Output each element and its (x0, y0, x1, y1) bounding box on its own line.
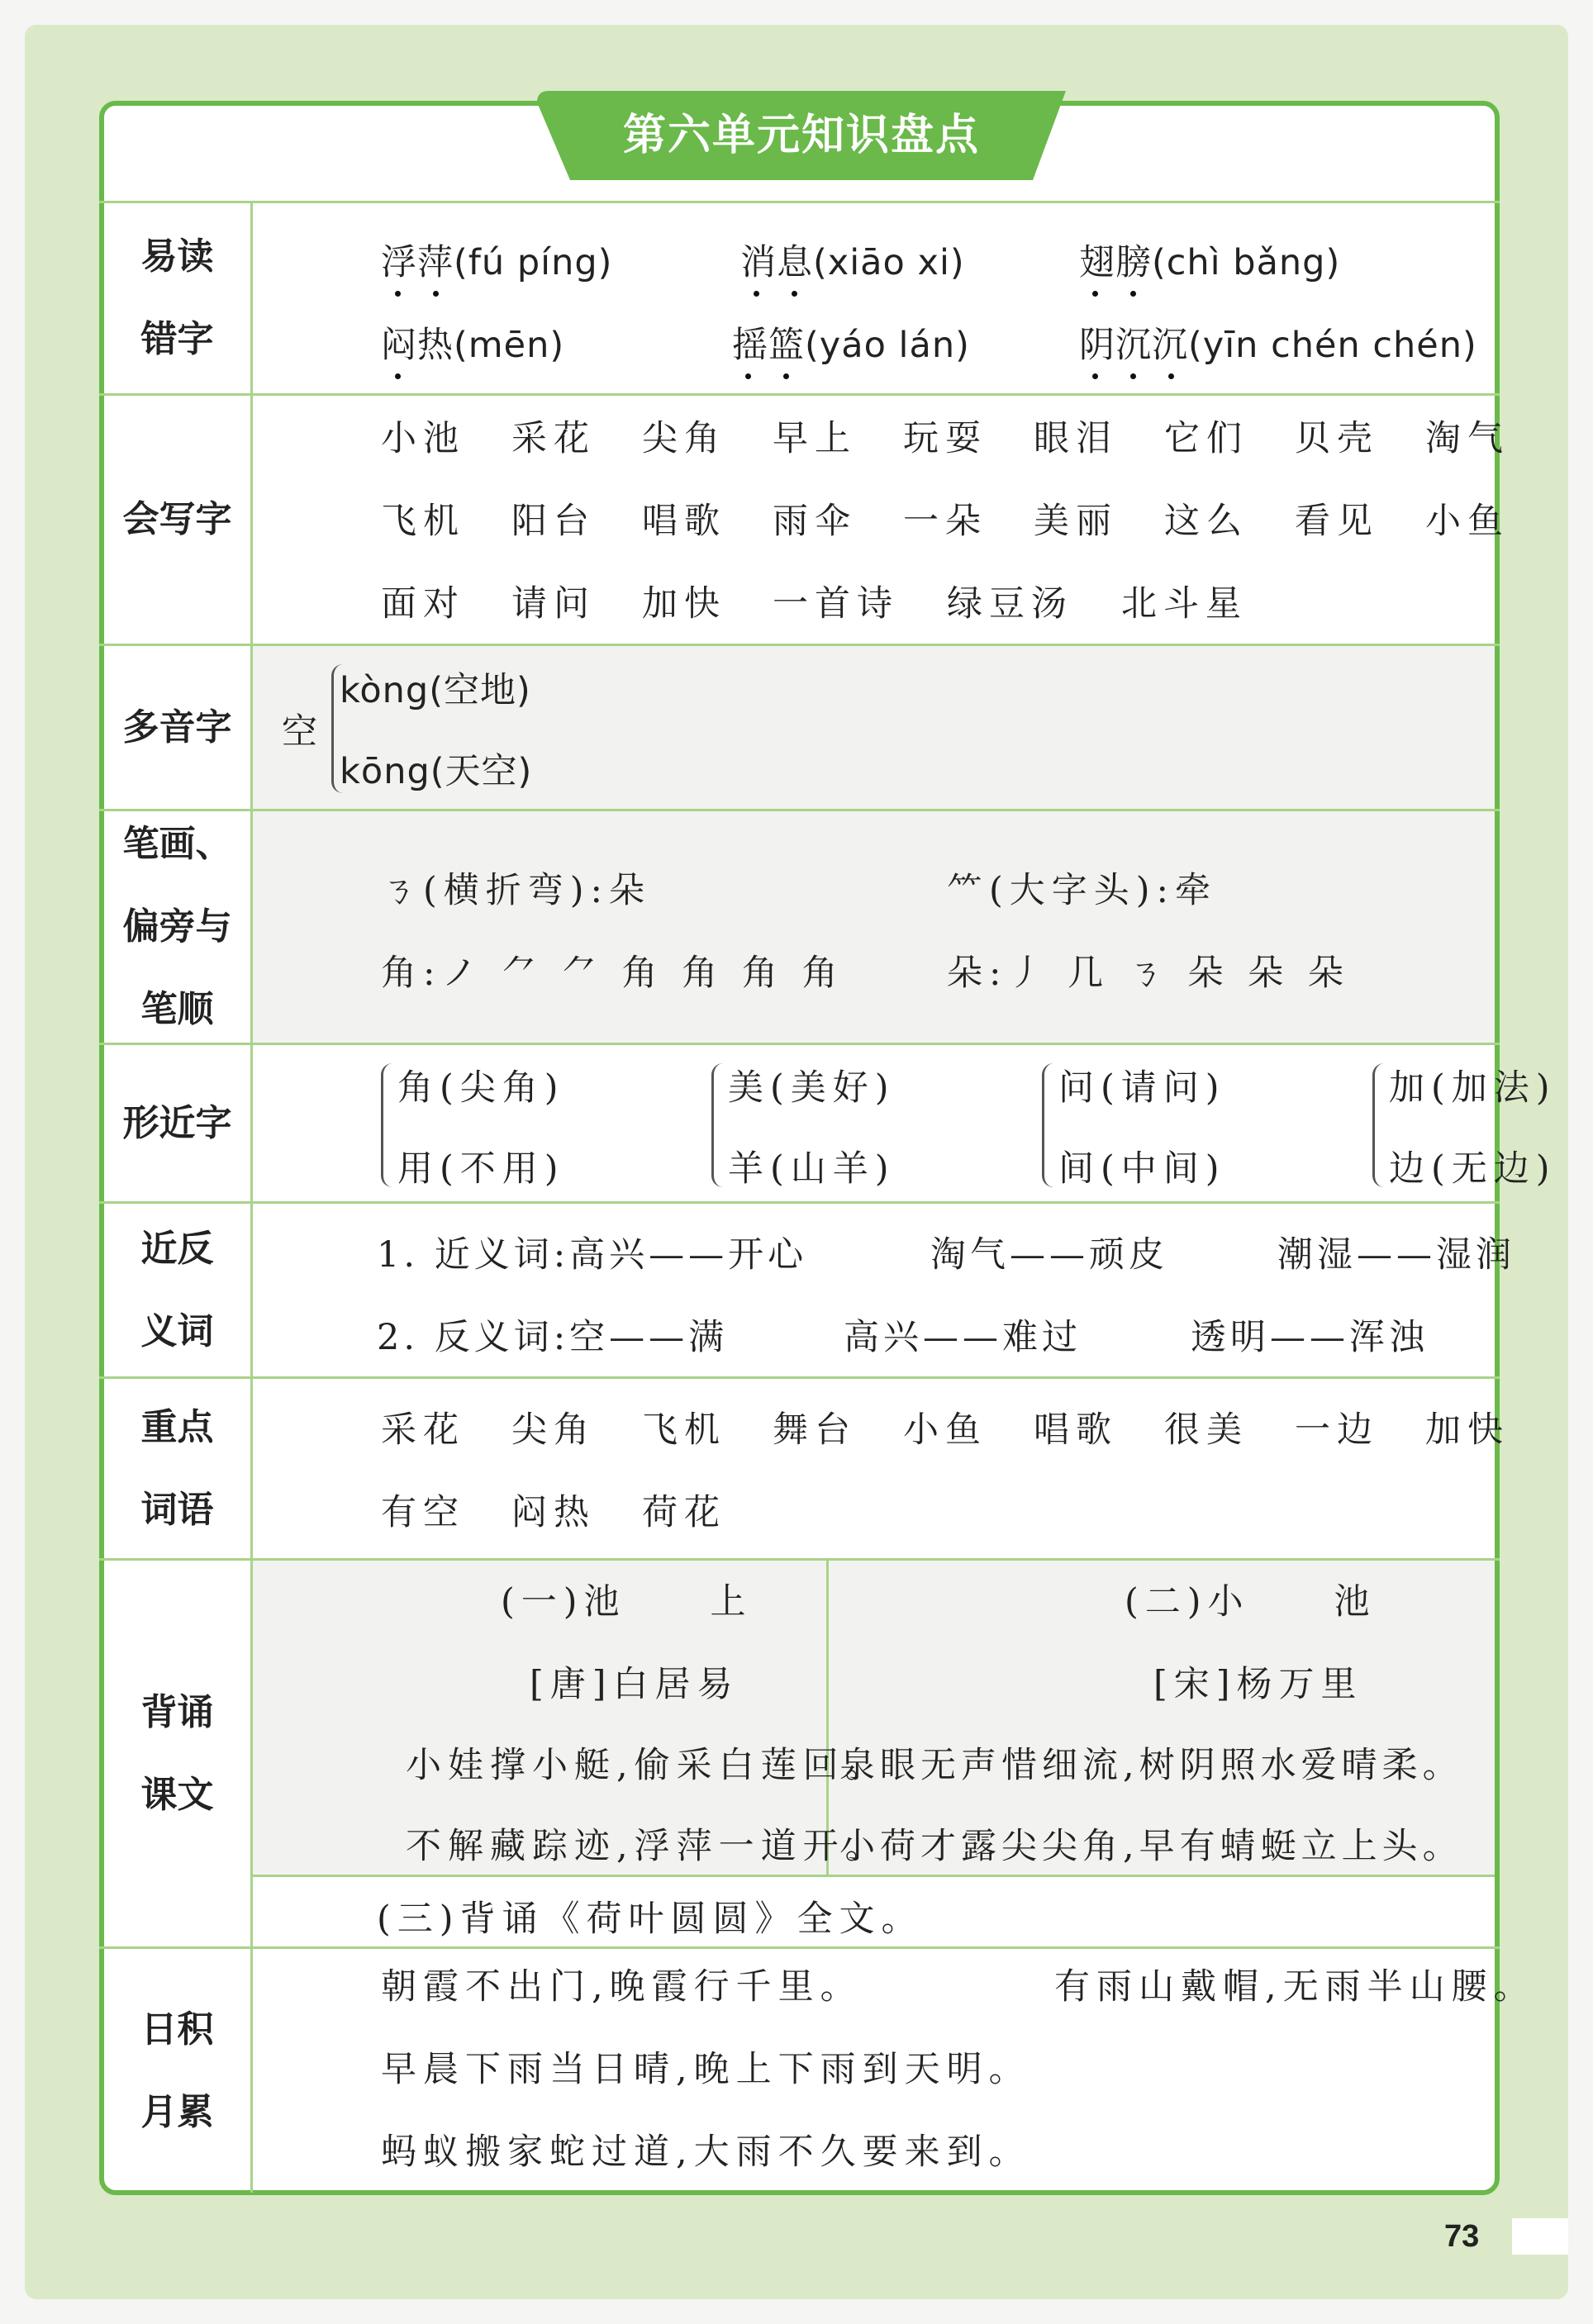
word: 雨伞 (773, 501, 857, 542)
section-recite (99, 1558, 1500, 1946)
section-easy-misread (99, 201, 1500, 393)
similar-char: 问(请问) (1058, 1067, 1226, 1109)
similar-char: 羊(山羊) (728, 1148, 896, 1190)
section-label: 背诵 课文 (104, 1561, 253, 1946)
key-word: 很美 (1164, 1409, 1248, 1451)
word: 眼泪 (1034, 418, 1118, 459)
section-label: 易读 错字 (104, 203, 253, 393)
recite-extra: (三)背诵《荷叶圆圆》全文。 (377, 1899, 924, 1940)
word: 它们 (1164, 418, 1248, 459)
misread-item: 翅膀(chì bǎng) (1079, 242, 1341, 283)
title-banner (537, 91, 1066, 180)
section-key-words (99, 1376, 1510, 1558)
word: 北斗星 (1121, 583, 1248, 625)
section-label: 多音字 (104, 646, 253, 809)
word: 一朵 (903, 501, 987, 542)
banner-title: 第六单元知识盘点 (622, 111, 980, 160)
word: 早上 (773, 418, 857, 459)
key-word: 加快 (1425, 1409, 1510, 1451)
word: 玩耍 (903, 418, 987, 459)
poem1-author: [唐]白居易 (530, 1664, 739, 1705)
section-strokes (99, 809, 1500, 1043)
stroke-item: ㄋ(横折弯):朵 (381, 870, 652, 911)
word: 绿豆汤 (947, 583, 1073, 625)
synonym-item: 潮湿——湿润 (1277, 1234, 1515, 1276)
word: 一首诗 (773, 583, 899, 625)
stroke-order: 角:ノ ⺈ ⺈ 角 角 角 角 (381, 953, 844, 994)
key-word: 小鱼 (903, 1409, 987, 1451)
antonym-item: 高兴——难过 (844, 1317, 1082, 1358)
similar-char: 美(美好) (728, 1067, 896, 1109)
misread-item: 闷热(mēn) (381, 325, 565, 366)
reading: kòng(空地) (340, 670, 531, 711)
section-label: 笔画、 偏旁与 笔顺 (104, 811, 253, 1043)
misread-item: 摇篮(yáo lán) (732, 325, 970, 366)
key-word: 有空 (381, 1492, 465, 1533)
word: 唱歌 (642, 501, 726, 542)
key-word: 一边 (1295, 1409, 1379, 1451)
section-label: 近反 义词 (104, 1204, 253, 1376)
poem1-line: 小娃撑小艇,偷采白莲回。 (406, 1745, 887, 1786)
poem1-title: (一)池 上 (501, 1581, 753, 1623)
poem2-author: [宋]杨万里 (1153, 1664, 1363, 1705)
similar-char: 边(无边) (1389, 1148, 1557, 1190)
section-synonym-antonym (99, 1201, 1515, 1376)
word: 采花 (511, 418, 596, 459)
proverb: 蚂蚁搬家蛇过道,大雨不久要来到。 (381, 2132, 1031, 2173)
stroke-item: ⺮(大字头):牵 (947, 870, 1218, 911)
key-word: 荷花 (642, 1492, 726, 1533)
key-word: 采花 (381, 1409, 465, 1451)
page-tab (1512, 2218, 1568, 2255)
section-label: 重点 词语 (104, 1379, 253, 1558)
word: 小池 (381, 418, 465, 459)
word: 淘气 (1425, 418, 1510, 459)
similar-char: 间(中间) (1058, 1148, 1226, 1190)
similar-char: 用(不用) (397, 1148, 565, 1190)
synonym-item: 1. 近义词:高兴——开心 (377, 1234, 808, 1276)
similar-char: 加(加法) (1389, 1067, 1557, 1109)
proverb: 有雨山戴帽,无雨半山腰。 (1054, 1966, 1536, 2008)
misread-item: 阴沉沉(yīn chén chén) (1079, 325, 1477, 366)
word: 面对 (381, 583, 465, 625)
section-label: 会写字 (104, 396, 253, 644)
word: 加快 (642, 583, 726, 625)
word: 小鱼 (1425, 501, 1510, 542)
word: 尖角 (642, 418, 726, 459)
word: 美丽 (1034, 501, 1118, 542)
key-word: 飞机 (642, 1409, 726, 1451)
poem2-line: 小荷才露尖尖角,早有蜻蜓立上头。 (839, 1826, 1463, 1867)
section-label: 日积 月累 (104, 1949, 253, 2193)
key-word: 舞台 (773, 1409, 857, 1451)
word: 这么 (1164, 501, 1248, 542)
polyphone-char: 空 (282, 711, 324, 753)
key-word: 唱歌 (1034, 1409, 1118, 1451)
key-word: 尖角 (511, 1409, 596, 1451)
page-number: 73 (1444, 2219, 1480, 2254)
misread-item: 浮萍(fú píng) (381, 242, 613, 283)
similar-char: 角(尖角) (397, 1067, 565, 1109)
antonym-item: 2. 反义词:空——满 (377, 1317, 729, 1358)
stroke-order: 朵:丿 几 ㄋ 朵 朵 朵 (947, 953, 1350, 994)
synonym-item: 淘气——顽皮 (930, 1234, 1168, 1276)
section-similar-chars (99, 1043, 1557, 1201)
section-daily (99, 1946, 1536, 2193)
section-polyphone (99, 644, 1500, 809)
word: 阳台 (511, 501, 596, 542)
key-word: 闷热 (511, 1492, 596, 1533)
word: 请问 (511, 583, 596, 625)
antonym-item: 透明——浑浊 (1191, 1317, 1429, 1358)
word: 飞机 (381, 501, 465, 542)
section-label: 形近字 (104, 1045, 253, 1201)
proverb: 朝霞不出门,晚霞行千里。 (381, 1966, 863, 2008)
poem1-line: 不解藏踪迹,浮萍一道开。 (406, 1826, 887, 1867)
misread-item: 消息(xiāo xi) (740, 242, 965, 283)
reading: kōng(天空) (340, 751, 533, 792)
poem2-line: 泉眼无声惜细流,树阴照水爱晴柔。 (839, 1745, 1463, 1786)
proverb: 早晨下雨当日晴,晚上下雨到天明。 (381, 2049, 1031, 2090)
poem2-title: (二)小 池 (1125, 1581, 1377, 1623)
word: 看见 (1295, 501, 1379, 542)
word: 贝壳 (1295, 418, 1379, 459)
section-write-chars (99, 393, 1510, 644)
